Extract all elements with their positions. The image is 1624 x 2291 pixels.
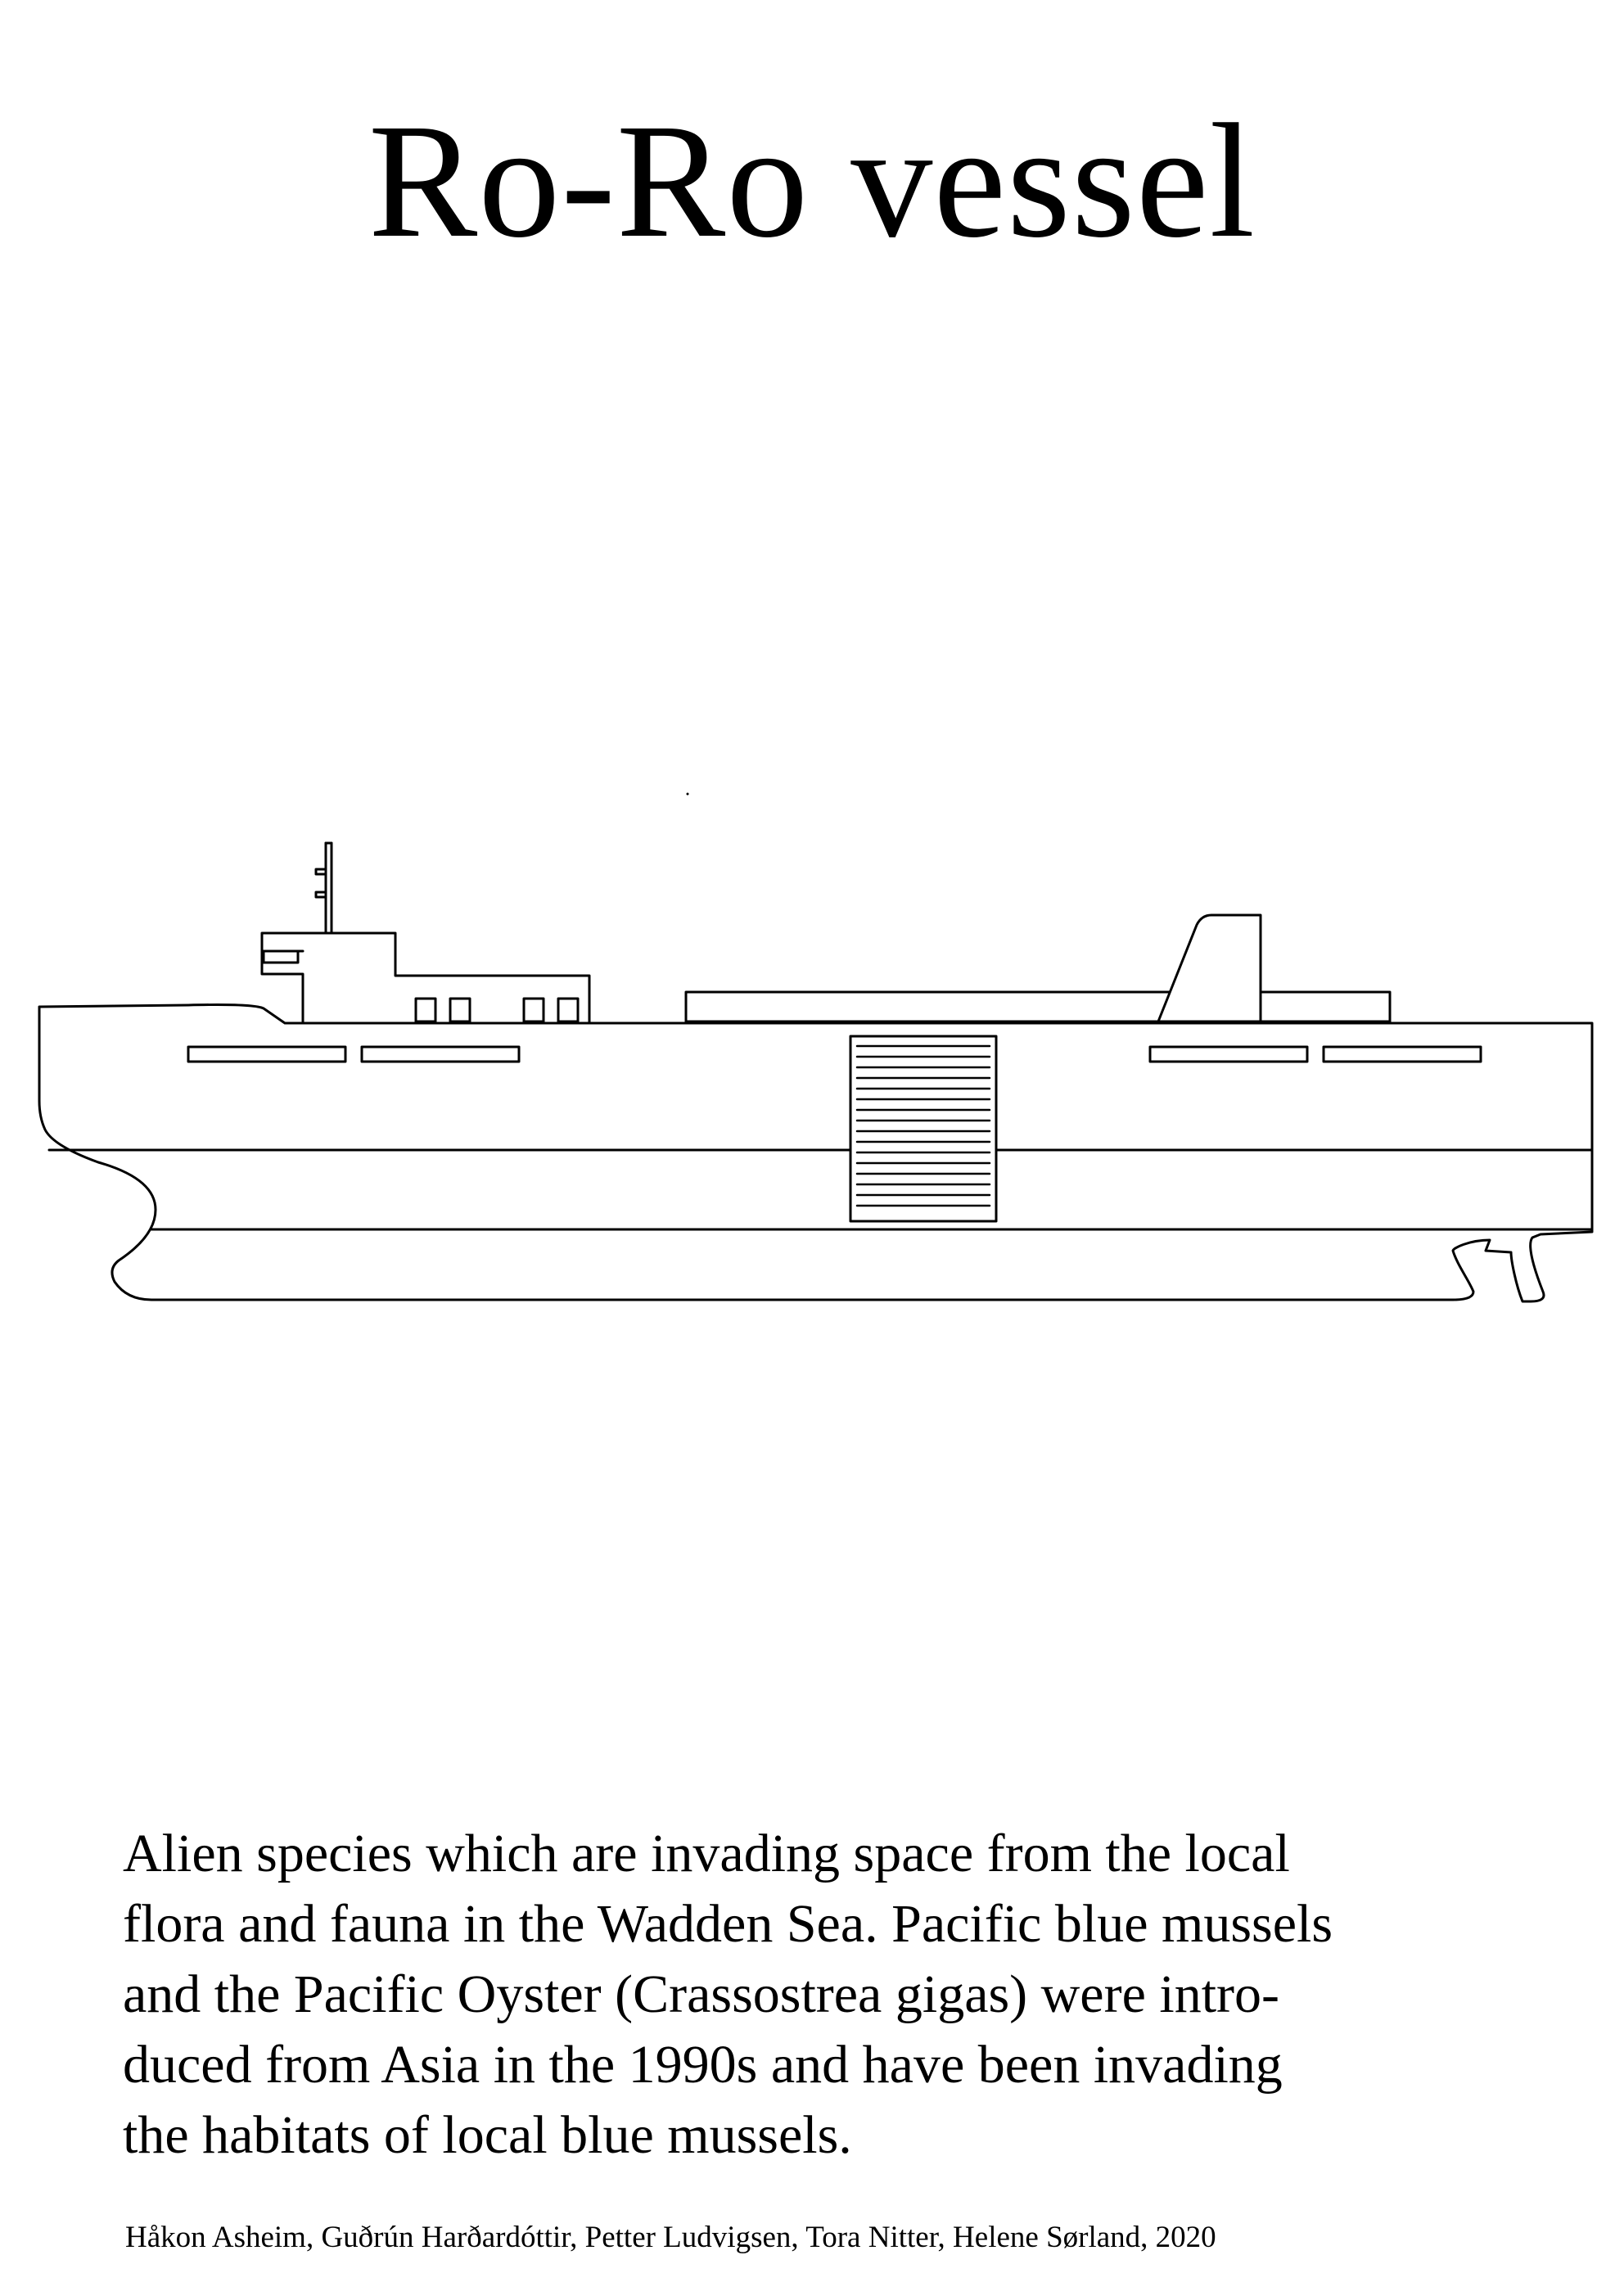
description-line: and the Pacific Oyster (Crassostrea gigas) were intro- [123, 1964, 1280, 2024]
description-line: Alien species which are invading space from the local [123, 1824, 1290, 1883]
page-title: Ro-Ro vessel [368, 91, 1256, 272]
description [123, 1819, 1531, 2171]
funnel [1158, 915, 1261, 1021]
description-line: the habitats of local blue mussels. [123, 2105, 852, 2165]
ship-illustration [0, 778, 1624, 1334]
bridge-superstructure [262, 933, 589, 1021]
credits: Håkon Asheim, Guðrún Harðardóttir, Petter Ludvigsen, Tora Nitter, Helene Sørland, 2020 [125, 2221, 1216, 2254]
description-line: duced from Asia in the 1990s and have been invading [123, 2035, 1283, 2095]
loading-ramp [850, 1036, 996, 1221]
description-line: flora and fauna in the Wadden Sea. Pacific blue mussels [123, 1894, 1333, 1954]
deckhouse [686, 992, 1390, 1021]
speck [687, 793, 689, 796]
mast [316, 843, 332, 933]
